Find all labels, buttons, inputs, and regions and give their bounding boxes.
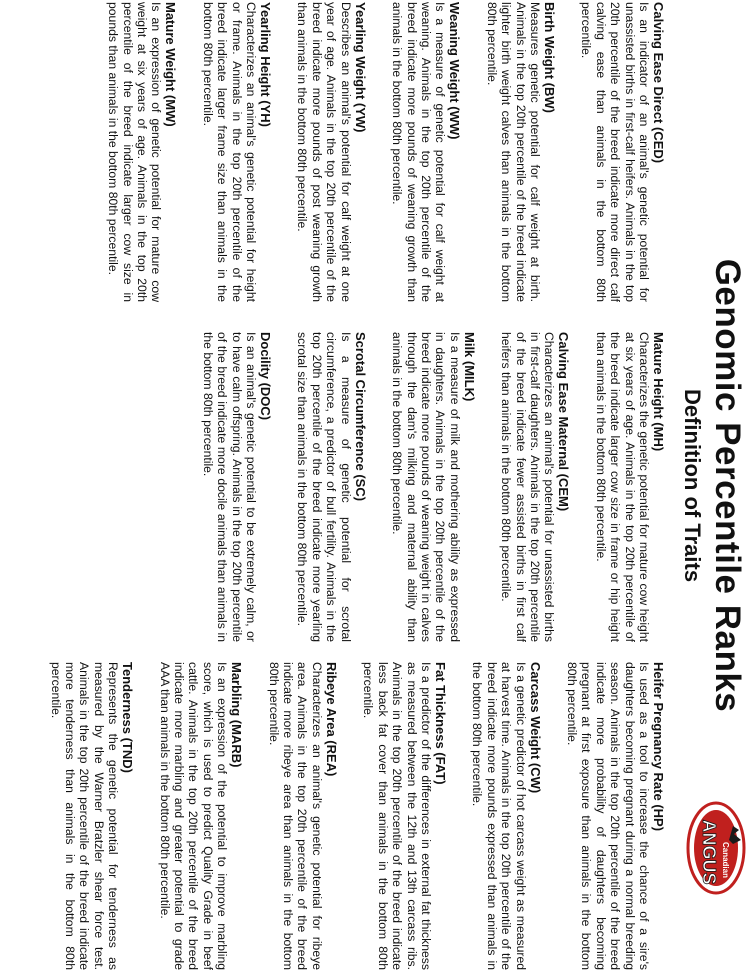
trait-description: Characterizes an animal's potential for unassisted births in first-calf daughters. Animals in the top 20th percentile of the breed indicate fewer assisted births in first calf heifers than animals in the bottom 80th percentile. xyxy=(499,332,557,642)
trait-heading: Mature Height (MH) xyxy=(651,332,666,452)
trait-heading: Yearling Weight (YW) xyxy=(352,2,368,133)
trait-description: Is an expression of genetic potential for mature cow weight at six years of age. Animals in the top 20th percentile of the breed indicate larger cow size in pounds than animals in the bottom 80th percentile. xyxy=(106,2,164,302)
page-subtitle: Definition of Traits xyxy=(680,388,705,583)
trait-heading: Birth Weight (BW) xyxy=(541,2,557,113)
trait-yh xyxy=(200,2,273,302)
trait-description: Is an animal's genetic potential to be extremely calm, or to have calm offspring. Animals in the top 20th percentile of the breed indicate more docile animals than animals in the bottom 80th percentile. xyxy=(200,332,259,642)
trait-heading: Docility (DOC) xyxy=(258,332,274,421)
trait-column-1 xyxy=(84,2,666,302)
trait-description: Represents the genetic potential for tenderness as measured by the Warner Bratzler shear force test. Animals in the top 20th percentile of the breed indicate more tenderness than animals in the bottom 80th percentile. xyxy=(48,662,121,970)
trait-description: Is used as a tool to increase the chance of a sire's daughters becoming pregnant during a normal breeding season. Animals in the top 20th percentile of the breed indicate more probability of daughters becoming pregnant at first exposure than animals in the bottom 80th percentile. xyxy=(564,662,651,970)
trait-description: Is a predictor of the differences in external fat thickness as measured between the 12th and 13th carcass ribs. Animals in the top 20th percentile of the breed indicate less back fat cover than animals in the bottom 80th percentile. xyxy=(361,662,433,970)
trait-heading: Fat Thickness (FAT) xyxy=(432,662,448,785)
trait-description: Characterizes an animal's genetic potential for height or frame. Animals in the top 20th percentile of the breed indicate larger frame size than animals in the bottom 80th percentile. xyxy=(200,2,259,302)
trait-hp xyxy=(565,662,666,970)
trait-heading: Scrotal Circumference (SC) xyxy=(352,332,368,502)
trait-ced xyxy=(579,2,666,302)
trait-description: Characterizes the genetic potential for mature cow height at six years of age. Animals in the top 20th percentile of the breed indicate larger cow size in frame or hip height than animals in the bottom 80th percentile. xyxy=(593,332,651,642)
logo-main-text: ANGUS xyxy=(699,819,719,885)
trait-description: Characterizes an animal's genetic potential for ribeye area. Animals in the top 20th percentile of the breed indicate more ribeye area than animals in the bottom 80th percentile. xyxy=(266,662,324,970)
trait-column-2 xyxy=(178,332,666,642)
trait-heading: Mature Weight (MW) xyxy=(163,2,179,127)
trait-mw xyxy=(106,2,179,302)
trait-heading: Calving Ease Maternal (CEM) xyxy=(556,332,572,512)
trait-heading: Milk (MILK) xyxy=(461,332,477,402)
trait-description: Describes an animal's potential for calf weight at one year of age. Animals in the top 20th percentile of the breed indicate more pounds of post weaning growth than animals in the bottom 80th percentile. xyxy=(295,2,353,302)
trait-marb xyxy=(157,662,244,970)
logo-top-text: Canadian xyxy=(721,841,730,879)
trait-heading: Marbling (MARB) xyxy=(229,662,245,768)
page-title: Genomic Percentile Ranks xyxy=(708,258,747,713)
trait-milk xyxy=(390,332,477,642)
trait-heading: Tenderness (TND) xyxy=(120,662,136,773)
canadian-angus-logo xyxy=(685,800,747,896)
trait-description: Measures genetic potential for calf weight at birth. Animals in the top 20th percentile of the breed indicate lighter birth weight calves than animals in the bottom 80th percentile. xyxy=(484,2,542,302)
trait-description: Is a measure of milk and mothering ability as expressed in daughters. Animals in the top 20th percentile of the breed indicate more pounds of weaning weight in calves through the dam's milking and maternal ability than animals in the bottom 80th percentile. xyxy=(390,332,462,642)
trait-sc xyxy=(295,332,368,642)
trait-heading: Yearling Height (YH) xyxy=(258,2,274,127)
trait-rea xyxy=(266,662,339,970)
trait-mh xyxy=(593,332,666,642)
trait-description: Is an indicator of an animal's genetic potential for unassisted births in first-calf heifers. Animals in the top 20th percentile of the breed indicate more direct calf calving ease than animals in the bottom 80th percentile. xyxy=(579,2,651,302)
trait-column-3 xyxy=(26,662,666,970)
trait-heading: Carcass Weight (CW) xyxy=(527,662,543,794)
trait-description: Is a genetic predictor of hot carcass weight as measured at harvest time. Animals in the top 20th percentile of the breed indicate more pounds expressed than animals in the bottom 80th percentile. xyxy=(470,662,528,970)
trait-description: Is a measure of genetic potential for scrotal circumference, a predictor of bull fertility. Animals in the top 20th percentile of the breed indicate more yearling scrotal size than animals in the bottom 80th percentile. xyxy=(295,332,353,642)
trait-heading: Weaning Weight (WW) xyxy=(447,2,463,140)
trait-fat xyxy=(361,662,448,970)
trait-cw xyxy=(470,662,543,970)
trait-description: Is a measure of genetic potential for calf weight at weaning. Animals in the top 20th percentile of the breed indicate more pounds of weaning growth than animals in the bottom 80th percentile. xyxy=(390,2,448,302)
trait-heading: Ribeye Area (REA) xyxy=(323,662,339,777)
trait-yw xyxy=(295,2,368,302)
trait-cem xyxy=(499,332,572,642)
trait-bw xyxy=(484,2,557,302)
trait-ww xyxy=(390,2,463,302)
trait-tnd xyxy=(48,662,135,970)
trait-description: Is an expression of the potential to improve marbling score, which is used to predict Quality Grade in beef cattle. Animals in the top 20th percentile of the breed indicate more marbling and greater potential to grade AAA than animals in the bottom 80th percentile. xyxy=(157,662,230,970)
trait-heading: Calving Ease Direct (CED) xyxy=(651,2,666,164)
trait-heading: Heifer Pregnancy Rate (HP) xyxy=(651,662,666,832)
trait-doc xyxy=(200,332,273,642)
